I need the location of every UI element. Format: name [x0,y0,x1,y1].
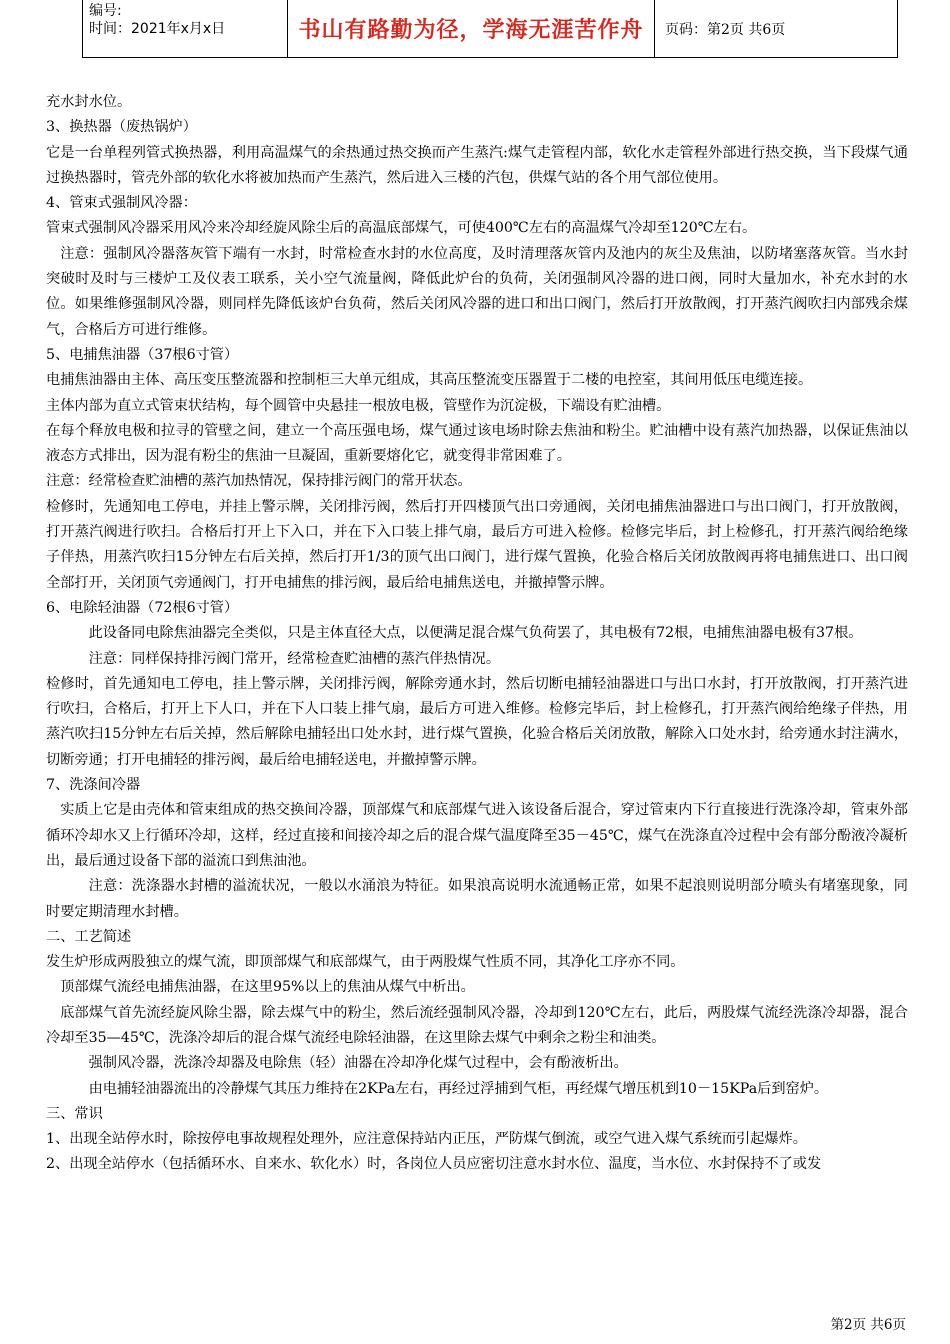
paragraph: 发生炉形成两股独立的煤气流，即顶部煤气和底部煤气，由于两股煤气性质不同，其净化工序亦不同。 [46,954,685,971]
paragraph: 电捕焦油器由主体、高压变压整流器和控制柜三大单元组成，其高压整流变压器置于二楼的电控室，其间用低压电缆连接。 [46,372,813,389]
paragraph: 注意：同样保持排污阀门常开，经常检查贮油槽的蒸汽伴热情况。 [88,650,501,667]
section-heading: 二、工艺简述 [46,928,132,945]
header-motto-cell [288,0,655,57]
paragraph: 主体内部为直立式管束状结构，每个圆管中央悬挂一根放电极，管壁作为沉淀极，下端设有贮油槽。 [46,397,671,414]
paragraph: 由电捕轻油器流出的冷静煤气其压力维持在2KPa左右，再经过浮捕到气柜，再经煤气增压机到10－15KPa后到窑炉。 [88,1080,829,1097]
paragraph: 检修时，首先通知电工停电，挂上警示牌，关闭排污阀，解除旁通水封，然后切断电捕轻油器进口与出口水封，打开放散阀，打开蒸汽进行吹扫，合格后，打开上下人口，并在下人口装上排气扇，最后方可进入维修。检修完毕后，封上检修孔，打开蒸汽阀给绝缘子伴热，用蒸汽吹扫15分钟左右后关掉，然后解除电捕轻出口处水封，进行煤气置换，化验合格后关闭放散，解除入口处水封，给旁通水封注满水，切断旁通；打开电捕轻的排污阀，最后给电捕轻送电，并撤掉警示牌。 [46,675,908,768]
paragraph: 顶部煤气流经电捕焦油器，在这里95%以上的焦油从煤气中析出。 [60,979,475,996]
paragraph: 检修时，先通知电工停电，并挂上警示牌，关闭排污阀，然后打开四楼顶气出口旁通阀，关闭电捕焦油器进口与出口阀门，打开放散阀，打开蒸汽阀进行吹扫。合格后打开上下入口，并在下入口装上排气扇，最后方可进入检修。检修完毕后，封上检修孔，打开蒸汽阀给绝缘子伴热，用蒸汽吹扫15分钟左右后关掉，然后打开1/3的顶气出口阀门，进行煤气置换，化验合格后关闭放散阀再将电捕焦进口、出口阀全部打开，关闭顶气旁通阀门，打开电捕焦的排污阀，最后给电捕焦送电，并撤掉警示牌。 [46,498,908,591]
paragraph: 注意：强制风冷器落灰管下端有一水封，时常检查水封的水位高度，及时清理落灰管内及池内的灰尘及焦油，以防堵塞落灰管。当水封突破时及时与三楼炉工及仪表工联系，关小空气流量阀，降低此炉台的负荷，关闭强制风冷器的进口阀，同时大量加水，补充水封的水位。如果维修强制风冷器，则同样先降低该炉台负荷，然后关闭风冷器的进口和出口阀门，然后打开放散阀，打开蒸汽阀吹扫内部残余煤气，合格后方可进行维修。 [46,245,908,338]
section-heading: 3、换热器（废热锅炉） [46,119,197,136]
header-meta [83,0,288,57]
number-label: 编号: [89,3,122,19]
paragraph: 在每个释放电极和拉寻的管壁之间，建立一个高压强电场，煤气通过该电场时除去焦油和粉尘。贮油槽中设有蒸汽加热器，以保证焦油以液态方式排出，因为混有粉尘的焦油一旦凝固，重新要熔化它，就变得非常困难了。 [46,422,908,465]
section-heading: 6、电除轻油器（72根6寸管） [46,599,239,616]
paragraph: 注意：洗涤器水封槽的溢流状况，一般以水涌浪为特征。如果浪高说明水流通畅正常，如果不起浪则说明部分喷头有堵塞现象，同时要定期清理水封槽。 [46,878,908,920]
page-footer: 第2页 共6页 [830,1317,906,1333]
paragraph: 充水封水位。 [46,94,132,110]
header-page-info: 页码：第2页 共6页 [665,21,786,38]
paragraph: 强制风冷器，洗涤冷却器及电除焦（轻）油器在冷却净化煤气过程中，会有酚液析出。 [88,1055,628,1072]
paragraph: 管束式强制风冷器采用风冷来冷却经旋风除尘后的高温底部煤气，可使400℃左右的高温煤气冷却至120℃左右。 [46,220,757,237]
section-heading: 5、电捕焦油器（37根6寸管） [46,346,239,363]
paragraph: 1、出现全站停水时，除按停电事故规程处理外，应注意保持站内正压，严防煤气倒流，或空气进入煤气系统而引起爆炸。 [46,1131,807,1148]
section-heading: 4、管束式强制风冷器： [46,195,197,212]
paragraph: 此设备同电除焦油器完全类似，只是主体直径大点，以便满足混合煤气负荷罢了，其电极有72根，电捕焦油器电极有37根。 [88,625,863,642]
paragraph: 2、出现全站停水（包括循环水、自来水、软化水）时，各岗位人员应密切注意水封水位、温度，当水位、水封保持不了或发 [46,1156,822,1173]
section-heading: 三、常识 [46,1105,103,1122]
document-body [46,90,908,1178]
header-motto: 书山有路勤为径，学海无涯苦作舟 [298,18,644,43]
page-header [82,0,898,58]
time-label: 时间：2021年x月x日 [89,21,226,37]
paragraph: 底部煤气首先流经旋风除尘器，除去煤气中的粉尘，然后流经强制风冷器，冷却到120℃左右，此后，两股煤气流经洗涤冷却器，混合冷却至35—45℃，洗涤冷却后的混合煤气流经电除轻油器，在这里除去煤气中剩余之粉尘和油类。 [46,1004,908,1046]
paragraph: 实质上它是由壳体和管束组成的热交换间冷器，顶部煤气和底部煤气进入该设备后混合，穿过管束内下行直接进行洗涤冷却，管束外部循环冷却水又上行循环冷却，这样，经过直接和间接冷却之后的混合煤气温度降至35－45℃，煤气在洗涤直冷过程中会有部分酚液冷凝析出，最后通过设备下部的溢流口到焦油池。 [46,802,908,869]
paragraph: 它是一台单程列管式换热器，利用高温煤气的余热通过热交换而产生蒸汽:煤气走管程内部，软化水走管程外部进行热交换，当下段煤气通过换热器时，管壳外部的软化水将被加热而产生蒸汽，然后进入三楼的汽包，供煤气站的各个用气部位使用。 [46,144,908,186]
paragraph: 注意：经常检查贮油槽的蒸汽加热情况，保持排污阀门的常开状态。 [46,473,472,490]
section-heading: 7、洗涤间冷器 [46,777,141,794]
